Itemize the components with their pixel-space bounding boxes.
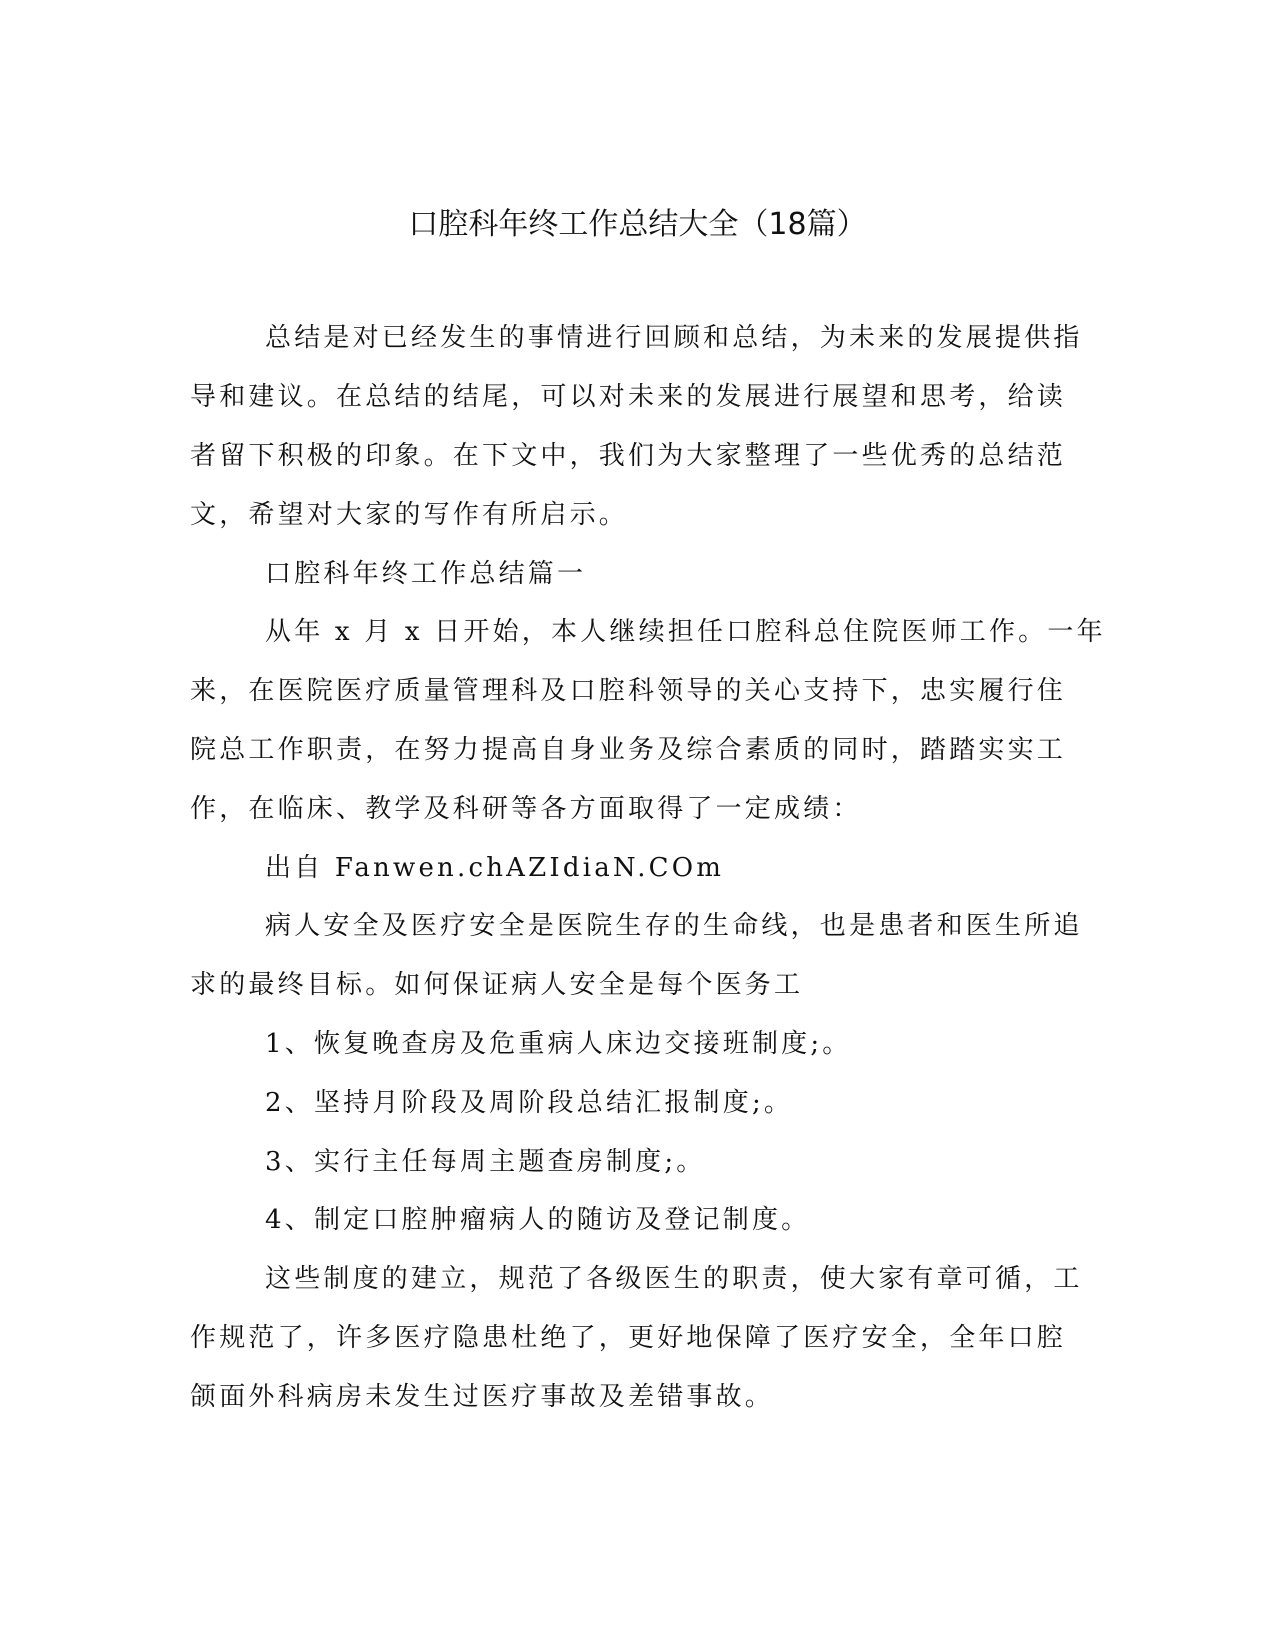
list-item: 1、恢复晚查房及危重病人床边交接班制度;。 xyxy=(265,1029,852,1059)
paragraph-line: 者留下积极的印象。在下文中，我们为大家整理了一些优秀的总结范 xyxy=(190,441,1067,471)
section-heading: 口腔科年终工作总结篇一 xyxy=(265,559,587,589)
list-item: 3、实行主任每周主题查房制度;。 xyxy=(265,1147,706,1177)
document-title: 口腔科年终工作总结大全（18篇） xyxy=(408,207,867,242)
paragraph-line: 院总工作职责，在努力提高自身业务及综合素质的同时，踏踏实实工 xyxy=(190,735,1067,765)
paragraph-line: 病人安全及医疗安全是医院生存的生命线，也是患者和医生所追 xyxy=(265,911,1083,941)
list-item: 2、坚持月阶段及周阶段总结汇报制度;。 xyxy=(265,1088,794,1118)
paragraph-line: 这些制度的建立，规范了各级医生的职责，使大家有章可循，工 xyxy=(265,1264,1083,1294)
paragraph-line: 总结是对已经发生的事情进行回顾和总结，为未来的发展提供指 xyxy=(265,323,1083,353)
paragraph-line: 颌面外科病房未发生过医疗事故及差错事故。 xyxy=(190,1382,775,1412)
paragraph-line: 作，在临床、教学及科研等各方面取得了一定成绩： xyxy=(190,794,862,824)
paragraph-line: 作规范了，许多医疗隐患杜绝了，更好地保障了医疗安全，全年口腔 xyxy=(190,1323,1067,1353)
paragraph-line: 来，在医院医疗质量管理科及口腔科领导的关心支持下，忠实履行住 xyxy=(190,676,1067,706)
paragraph-line: 从年 x 月 x 日开始，本人继续担任口腔科总住院医师工作。一年 xyxy=(265,617,1106,647)
paragraph-line: 求的最终目标。如何保证病人安全是每个医务工 xyxy=(190,970,804,1000)
list-item: 4、制定口腔肿瘤病人的随访及登记制度。 xyxy=(265,1205,811,1235)
source-line: 出自 Fanwen.chAZIdiaN.COm xyxy=(265,853,725,883)
paragraph-line: 导和建议。在总结的结尾，可以对未来的发展进行展望和思考，给读 xyxy=(190,382,1067,412)
paragraph-line: 文，希望对大家的写作有所启示。 xyxy=(190,500,629,530)
